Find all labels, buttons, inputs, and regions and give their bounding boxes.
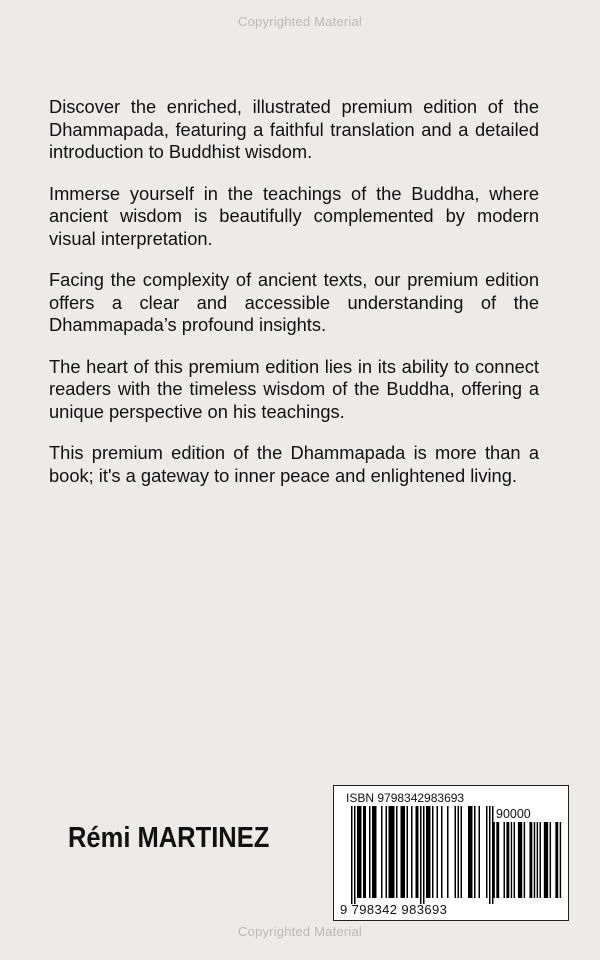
barcode-bar (386, 806, 388, 898)
addon-bar (506, 822, 509, 898)
addon-bar (504, 822, 505, 898)
barcode-bar (479, 806, 481, 898)
copyright-watermark-top: Copyrighted Material (238, 14, 362, 29)
barcode-bar (461, 806, 463, 898)
barcode-bar (389, 806, 395, 898)
barcode-bar (401, 806, 406, 898)
author-name: Rémi MARTINEZ (68, 822, 270, 854)
blurb-paragraph: Immerse yourself in the teachings of the Buddha, where ancient wisdom is beautifully complemented by modern visual interpretation. (49, 182, 539, 249)
barcode-bar (486, 806, 488, 898)
barcode-guard-bar (492, 806, 494, 904)
blurb-paragraph: Facing the complexity of ancient texts, our premium edition offers a clear and accessible understanding of the Dhammapada’s profound insights. (49, 269, 539, 335)
barcode-bar (407, 806, 409, 898)
barcode-bar (381, 806, 383, 898)
barcode-bar (426, 806, 431, 898)
barcode-guard-bar (423, 806, 425, 904)
addon-bar (550, 822, 551, 898)
price-code: 90000 (496, 807, 531, 821)
addon-bar (544, 822, 548, 898)
blurb-paragraph: The heart of this premium edition lies in its ability to connect readers with the timeless wisdom of the Buddha, offering a unique perspective on his teachings. (49, 355, 539, 422)
barcode-bar (357, 806, 362, 898)
barcode-bar (369, 806, 371, 898)
blurb-paragraph: This premium edition of the Dhammapada is more than a book; it's a gateway to inner peace and enlightened living. (49, 442, 539, 486)
barcode-digits: 9 798342 983693 (340, 902, 448, 917)
addon-bar (537, 822, 538, 898)
blurb-paragraph: Discover the enriched, illustrated premium edition of the Dhammapada, featuring a faithful translation and a detailed introduction to Buddhist wisdom. (49, 96, 539, 162)
barcode-guard-bar (420, 806, 422, 904)
addon-bar (529, 822, 532, 898)
barcode-bar (474, 806, 476, 898)
barcode-bar (447, 806, 449, 898)
barcode-guard-bar (351, 806, 353, 904)
addon-bar (493, 822, 494, 898)
addon-bar (524, 822, 525, 898)
addon-bar (518, 822, 522, 898)
barcode-bar (468, 806, 473, 898)
barcode-guard-bar (354, 806, 356, 904)
addon-bar (514, 822, 515, 898)
barcode-bar (363, 806, 366, 898)
barcode-bar (411, 806, 413, 898)
addon-bar (555, 822, 558, 898)
isbn-barcode (333, 785, 569, 921)
addon-bar (511, 822, 512, 898)
barcode-bar (441, 806, 443, 898)
barcode-bar (372, 806, 377, 898)
ean13-bars (351, 806, 494, 904)
addon-bar (560, 822, 561, 898)
isbn-label: ISBN 9798342983693 (346, 791, 465, 805)
barcode-bar (396, 806, 398, 898)
price-addon-bars (493, 822, 561, 898)
barcode-guard-bar (489, 806, 491, 904)
barcode-bar (416, 806, 419, 898)
barcode-bar (458, 806, 460, 898)
copyright-watermark-bottom: Copyrighted Material (238, 924, 362, 939)
back-cover-blurb (49, 96, 539, 506)
addon-bar (540, 822, 541, 898)
barcode-bar (437, 806, 439, 898)
barcode-bar (432, 806, 434, 898)
barcode-bar (455, 806, 457, 898)
addon-bar (534, 822, 535, 898)
addon-bar (496, 822, 499, 898)
